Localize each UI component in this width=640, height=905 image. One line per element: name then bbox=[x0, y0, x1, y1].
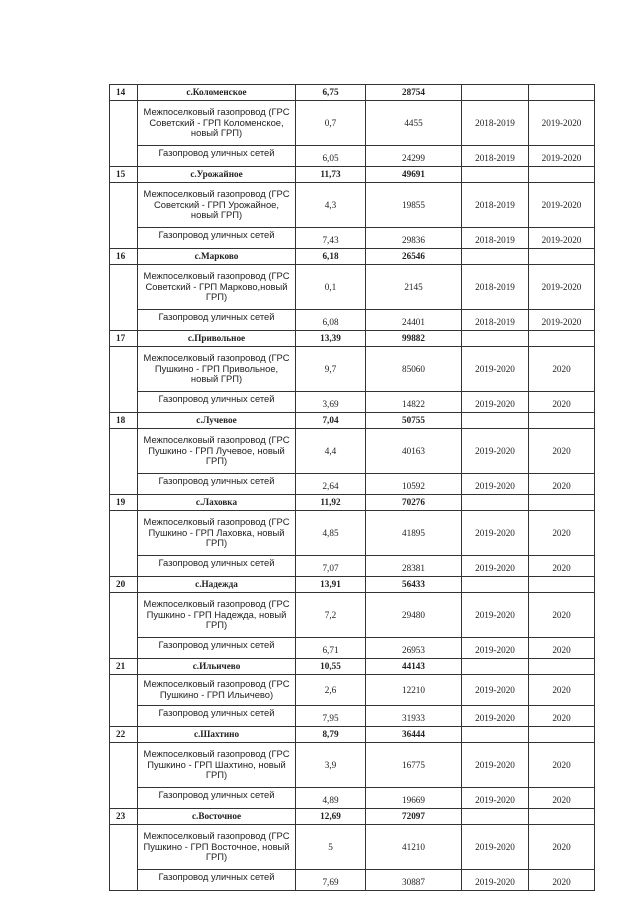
street-construction-period: 2020 bbox=[529, 788, 595, 809]
village-cost: 70276 bbox=[366, 495, 462, 511]
design-period: 2018-2019 bbox=[462, 183, 529, 228]
pipeline-length: 0,1 bbox=[296, 265, 366, 310]
street-design-period: 2019-2020 bbox=[462, 392, 529, 413]
street-design-period: 2018-2019 bbox=[462, 146, 529, 167]
street-design-period: 2019-2020 bbox=[462, 870, 529, 891]
village-length: 12,69 bbox=[296, 809, 366, 825]
village-row bbox=[110, 577, 595, 593]
village-name: с.Надежда bbox=[138, 577, 296, 593]
street-network-row bbox=[110, 228, 595, 249]
street-description: Газопровод уличных сетей bbox=[138, 638, 296, 659]
row-number: 17 bbox=[110, 331, 138, 347]
table-body bbox=[110, 85, 595, 891]
pipeline-description: Межпоселковый газопровод (ГРС Советский - ГРП Коломенское, новый ГРП) bbox=[138, 101, 296, 146]
street-cost: 19669 bbox=[366, 788, 462, 809]
village-row bbox=[110, 249, 595, 265]
village-cost: 49691 bbox=[366, 167, 462, 183]
empty-cell bbox=[110, 675, 138, 727]
row-number: 18 bbox=[110, 413, 138, 429]
village-name: с.Восточное bbox=[138, 809, 296, 825]
street-description: Газопровод уличных сетей bbox=[138, 788, 296, 809]
row-number: 20 bbox=[110, 577, 138, 593]
street-description: Газопровод уличных сетей bbox=[138, 556, 296, 577]
village-row bbox=[110, 331, 595, 347]
pipeline-length: 5 bbox=[296, 825, 366, 870]
empty-cell bbox=[529, 809, 595, 825]
street-network-row bbox=[110, 310, 595, 331]
village-name: с.Коломенское bbox=[138, 85, 296, 101]
village-row bbox=[110, 167, 595, 183]
street-cost: 24299 bbox=[366, 146, 462, 167]
empty-cell bbox=[529, 249, 595, 265]
pipeline-cost: 19855 bbox=[366, 183, 462, 228]
pipeline-cost: 16775 bbox=[366, 743, 462, 788]
village-row bbox=[110, 727, 595, 743]
street-length: 6,08 bbox=[296, 310, 366, 331]
street-network-row bbox=[110, 474, 595, 495]
design-period: 2019-2020 bbox=[462, 511, 529, 556]
pipeline-cost: 4455 bbox=[366, 101, 462, 146]
pipeline-description: Межпоселковый газопровод (ГРС Пушкино - ГРП Привольное, новый ГРП) bbox=[138, 347, 296, 392]
village-length: 11,73 bbox=[296, 167, 366, 183]
pipeline-length: 3,9 bbox=[296, 743, 366, 788]
street-network-row bbox=[110, 638, 595, 659]
intersettlement-row bbox=[110, 429, 595, 474]
village-cost: 56433 bbox=[366, 577, 462, 593]
pipeline-length: 0,7 bbox=[296, 101, 366, 146]
street-construction-period: 2020 bbox=[529, 870, 595, 891]
design-period: 2019-2020 bbox=[462, 429, 529, 474]
pipeline-description: Межпоселковый газопровод (ГРС Советский - ГРП Марково,новый ГРП) bbox=[138, 265, 296, 310]
village-name: с.Привольное bbox=[138, 331, 296, 347]
village-length: 13,91 bbox=[296, 577, 366, 593]
village-length: 11,92 bbox=[296, 495, 366, 511]
village-length: 10,55 bbox=[296, 659, 366, 675]
pipeline-description: Межпоселковый газопровод (ГРС Советский - ГРП Урожайное, новый ГРП) bbox=[138, 183, 296, 228]
village-cost: 36444 bbox=[366, 727, 462, 743]
construction-period: 2020 bbox=[529, 511, 595, 556]
pipeline-cost: 41895 bbox=[366, 511, 462, 556]
pipeline-length: 4,3 bbox=[296, 183, 366, 228]
village-cost: 50755 bbox=[366, 413, 462, 429]
pipeline-cost: 85060 bbox=[366, 347, 462, 392]
street-cost: 28381 bbox=[366, 556, 462, 577]
pipeline-description: Межпоселковый газопровод (ГРС Пушкино - ГРП Надежда, новый ГРП) bbox=[138, 593, 296, 638]
street-length: 7,43 bbox=[296, 228, 366, 249]
street-description: Газопровод уличных сетей bbox=[138, 870, 296, 891]
street-cost: 30887 bbox=[366, 870, 462, 891]
pipeline-length: 9,7 bbox=[296, 347, 366, 392]
street-length: 3,69 bbox=[296, 392, 366, 413]
intersettlement-row bbox=[110, 593, 595, 638]
street-length: 2,64 bbox=[296, 474, 366, 495]
street-length: 7,95 bbox=[296, 706, 366, 727]
village-length: 6,75 bbox=[296, 85, 366, 101]
intersettlement-row bbox=[110, 183, 595, 228]
village-row bbox=[110, 413, 595, 429]
design-period: 2019-2020 bbox=[462, 825, 529, 870]
intersettlement-row bbox=[110, 675, 595, 706]
empty-cell bbox=[110, 347, 138, 413]
construction-period: 2020 bbox=[529, 347, 595, 392]
empty-cell bbox=[110, 825, 138, 891]
empty-cell bbox=[110, 101, 138, 167]
design-period: 2019-2020 bbox=[462, 675, 529, 706]
pipeline-description: Межпоселковый газопровод (ГРС Пушкино - ГРП Лаховка, новый ГРП) bbox=[138, 511, 296, 556]
design-period: 2018-2019 bbox=[462, 265, 529, 310]
empty-cell bbox=[462, 495, 529, 511]
intersettlement-row bbox=[110, 265, 595, 310]
empty-cell bbox=[110, 183, 138, 249]
street-cost: 31933 bbox=[366, 706, 462, 727]
intersettlement-row bbox=[110, 743, 595, 788]
street-construction-period: 2020 bbox=[529, 638, 595, 659]
construction-period: 2019-2020 bbox=[529, 183, 595, 228]
street-length: 7,07 bbox=[296, 556, 366, 577]
village-row bbox=[110, 809, 595, 825]
row-number: 22 bbox=[110, 727, 138, 743]
pipeline-description: Межпоселковый газопровод (ГРС Пушкино - ГРП Лучевое, новый ГРП) bbox=[138, 429, 296, 474]
street-cost: 14822 bbox=[366, 392, 462, 413]
construction-period: 2020 bbox=[529, 593, 595, 638]
design-period: 2019-2020 bbox=[462, 743, 529, 788]
construction-period: 2020 bbox=[529, 675, 595, 706]
street-length: 4,89 bbox=[296, 788, 366, 809]
village-name: с.Лаховка bbox=[138, 495, 296, 511]
intersettlement-row bbox=[110, 825, 595, 870]
village-cost: 72097 bbox=[366, 809, 462, 825]
street-description: Газопровод уличных сетей bbox=[138, 392, 296, 413]
pipeline-description: Межпоселковый газопровод (ГРС Пушкино - ГРП Шахтино, новый ГРП) bbox=[138, 743, 296, 788]
street-construction-period: 2020 bbox=[529, 392, 595, 413]
intersettlement-row bbox=[110, 511, 595, 556]
street-cost: 29836 bbox=[366, 228, 462, 249]
empty-cell bbox=[110, 429, 138, 495]
empty-cell bbox=[462, 331, 529, 347]
village-row bbox=[110, 85, 595, 101]
street-network-row bbox=[110, 392, 595, 413]
empty-cell bbox=[462, 727, 529, 743]
street-design-period: 2019-2020 bbox=[462, 556, 529, 577]
pipeline-cost: 41210 bbox=[366, 825, 462, 870]
pipeline-description: Межпоселковый газопровод (ГРС Пушкино - ГРП Ильичево) bbox=[138, 675, 296, 706]
design-period: 2018-2019 bbox=[462, 101, 529, 146]
empty-cell bbox=[462, 85, 529, 101]
empty-cell bbox=[462, 413, 529, 429]
empty-cell bbox=[462, 249, 529, 265]
street-network-row bbox=[110, 788, 595, 809]
village-cost: 28754 bbox=[366, 85, 462, 101]
empty-cell bbox=[462, 809, 529, 825]
row-number: 14 bbox=[110, 85, 138, 101]
pipeline-length: 2,6 bbox=[296, 675, 366, 706]
street-length: 7,69 bbox=[296, 870, 366, 891]
empty-cell bbox=[110, 511, 138, 577]
street-construction-period: 2019-2020 bbox=[529, 146, 595, 167]
empty-cell bbox=[529, 85, 595, 101]
pipeline-description: Межпоселковый газопровод (ГРС Пушкино - ГРП Восточное, новый ГРП) bbox=[138, 825, 296, 870]
row-number: 21 bbox=[110, 659, 138, 675]
row-number: 19 bbox=[110, 495, 138, 511]
construction-period: 2019-2020 bbox=[529, 101, 595, 146]
empty-cell bbox=[529, 727, 595, 743]
street-network-row bbox=[110, 556, 595, 577]
street-construction-period: 2019-2020 bbox=[529, 228, 595, 249]
empty-cell bbox=[462, 577, 529, 593]
village-name: с.Ильичево bbox=[138, 659, 296, 675]
village-name: с.Урожайное bbox=[138, 167, 296, 183]
street-cost: 26953 bbox=[366, 638, 462, 659]
village-row bbox=[110, 659, 595, 675]
village-name: с.Лучевое bbox=[138, 413, 296, 429]
street-network-row bbox=[110, 706, 595, 727]
village-cost: 44143 bbox=[366, 659, 462, 675]
pipeline-length: 4,85 bbox=[296, 511, 366, 556]
row-number: 15 bbox=[110, 167, 138, 183]
street-design-period: 2018-2019 bbox=[462, 310, 529, 331]
village-name: с.Марково bbox=[138, 249, 296, 265]
street-length: 6,05 bbox=[296, 146, 366, 167]
village-cost: 99882 bbox=[366, 331, 462, 347]
intersettlement-row bbox=[110, 347, 595, 392]
street-description: Газопровод уличных сетей bbox=[138, 706, 296, 727]
village-row bbox=[110, 495, 595, 511]
village-length: 13,39 bbox=[296, 331, 366, 347]
pipeline-length: 7,2 bbox=[296, 593, 366, 638]
construction-period: 2020 bbox=[529, 825, 595, 870]
empty-cell bbox=[110, 265, 138, 331]
design-period: 2019-2020 bbox=[462, 593, 529, 638]
empty-cell bbox=[529, 659, 595, 675]
street-construction-period: 2020 bbox=[529, 706, 595, 727]
pipeline-cost: 2145 bbox=[366, 265, 462, 310]
row-number: 16 bbox=[110, 249, 138, 265]
street-cost: 10592 bbox=[366, 474, 462, 495]
empty-cell bbox=[529, 167, 595, 183]
street-design-period: 2019-2020 bbox=[462, 474, 529, 495]
village-length: 7,04 bbox=[296, 413, 366, 429]
street-construction-period: 2020 bbox=[529, 474, 595, 495]
street-description: Газопровод уличных сетей bbox=[138, 310, 296, 331]
construction-period: 2019-2020 bbox=[529, 265, 595, 310]
empty-cell bbox=[529, 413, 595, 429]
design-period: 2019-2020 bbox=[462, 347, 529, 392]
street-description: Газопровод уличных сетей bbox=[138, 146, 296, 167]
empty-cell bbox=[529, 577, 595, 593]
street-network-row bbox=[110, 146, 595, 167]
street-network-row bbox=[110, 870, 595, 891]
empty-cell bbox=[529, 331, 595, 347]
empty-cell bbox=[462, 167, 529, 183]
pipeline-cost: 29480 bbox=[366, 593, 462, 638]
street-design-period: 2018-2019 bbox=[462, 228, 529, 249]
village-name: с.Шахтино bbox=[138, 727, 296, 743]
street-design-period: 2019-2020 bbox=[462, 788, 529, 809]
street-cost: 24401 bbox=[366, 310, 462, 331]
gas-pipeline-table bbox=[109, 84, 595, 891]
construction-period: 2020 bbox=[529, 743, 595, 788]
street-length: 6,71 bbox=[296, 638, 366, 659]
pipeline-cost: 40163 bbox=[366, 429, 462, 474]
street-design-period: 2019-2020 bbox=[462, 706, 529, 727]
empty-cell bbox=[110, 743, 138, 809]
street-description: Газопровод уличных сетей bbox=[138, 228, 296, 249]
village-length: 6,18 bbox=[296, 249, 366, 265]
street-design-period: 2019-2020 bbox=[462, 638, 529, 659]
intersettlement-row bbox=[110, 101, 595, 146]
street-description: Газопровод уличных сетей bbox=[138, 474, 296, 495]
construction-period: 2020 bbox=[529, 429, 595, 474]
pipeline-cost: 12210 bbox=[366, 675, 462, 706]
row-number: 23 bbox=[110, 809, 138, 825]
pipeline-length: 4,4 bbox=[296, 429, 366, 474]
village-cost: 26546 bbox=[366, 249, 462, 265]
empty-cell bbox=[529, 495, 595, 511]
empty-cell bbox=[110, 593, 138, 659]
street-construction-period: 2019-2020 bbox=[529, 310, 595, 331]
village-length: 8,79 bbox=[296, 727, 366, 743]
empty-cell bbox=[462, 659, 529, 675]
street-construction-period: 2020 bbox=[529, 556, 595, 577]
